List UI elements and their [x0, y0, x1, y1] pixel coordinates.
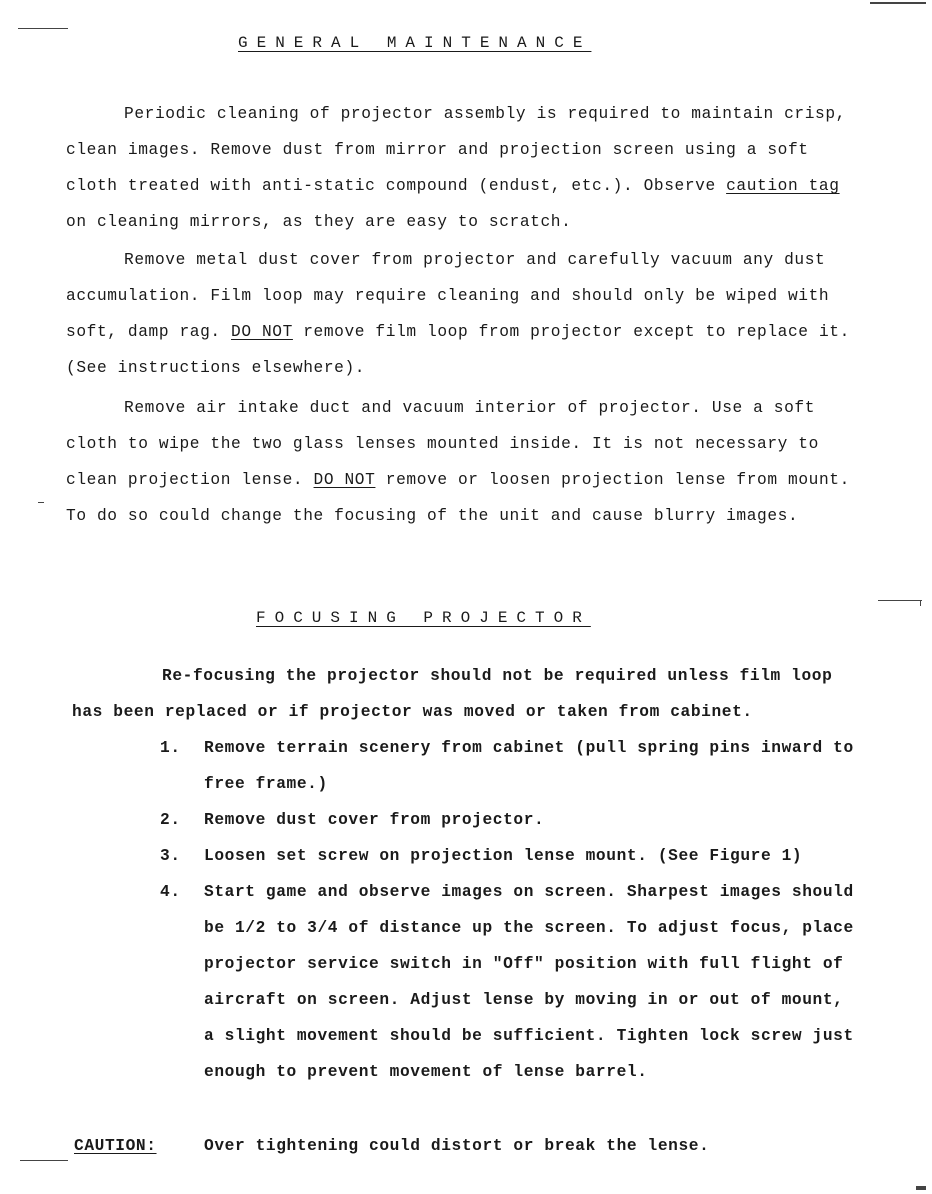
scan-mark: [878, 600, 922, 601]
paragraph-text: remove or loosen projection lense from mount. To do so could change the focusing of the unit and cause blurry images.: [66, 471, 850, 525]
step-text: Remove terrain scenery from cabinet (pull spring pins inward to free frame.): [204, 739, 854, 793]
scan-mark: [18, 28, 68, 29]
paragraph-dust-cover: [66, 242, 856, 386]
caution-tag-underlined: caution tag: [726, 177, 840, 195]
step-number: 1.: [160, 739, 181, 757]
list-item: [160, 802, 860, 838]
paragraph-text: on cleaning mirrors, as they are easy to scratch.: [66, 213, 572, 231]
paragraph-cleaning: [66, 96, 856, 240]
paragraph-air-intake: [66, 390, 856, 534]
scan-mark: [38, 502, 44, 503]
focusing-steps-list: [160, 730, 860, 1090]
paragraph-text: Remove metal dust cover from projector and carefully vacuum any dust accumulation. Film loop may require cleaning and should only be wiped with soft, damp rag.: [66, 251, 830, 341]
paragraph-text: remove film loop from projector except to replace it. (See instructions elsewhere).: [66, 323, 850, 377]
list-item: [160, 730, 860, 802]
step-text: Remove dust cover from projector.: [204, 811, 545, 829]
scan-mark: [920, 600, 921, 606]
step-number: 4.: [160, 883, 181, 901]
scan-mark: [916, 1186, 926, 1190]
step-text: Loosen set screw on projection lense mount. (See Figure 1): [204, 847, 803, 865]
section-title-general-maintenance: GENERAL MAINTENANCE: [238, 34, 592, 52]
step-number: 2.: [160, 811, 181, 829]
scan-mark: [870, 2, 926, 4]
paragraph-refocusing-intro: Re-focusing the projector should not be required unless film loop has been replaced or if projector was moved or taken from cabinet.: [72, 667, 833, 721]
caution-text: Over tightening could distort or break the lense.: [204, 1137, 710, 1155]
paragraph-text: Periodic cleaning of projector assembly is required to maintain crisp, clean images. Remove dust from mirror and projection screen using a soft cloth treated with anti-static compound (endust, etc.). Observe: [66, 105, 846, 195]
section-title-focusing-projector: FOCUSING PROJECTOR: [256, 609, 591, 627]
caution-label: CAUTION:: [74, 1137, 157, 1155]
scan-mark: [20, 1160, 68, 1161]
step-number: 3.: [160, 847, 181, 865]
list-item: [160, 874, 860, 1090]
list-item: [160, 838, 860, 874]
caution-note: [74, 1128, 710, 1164]
do-not-underlined: DO NOT: [231, 323, 293, 341]
paragraph-text: Remove air intake duct and vacuum interior of projector. Use a soft cloth to wipe the two glass lenses mounted inside. It is not necessary to clean projection lense.: [66, 399, 819, 489]
do-not-underlined: DO NOT: [313, 471, 376, 489]
step-text: Start game and observe images on screen. Sharpest images should be 1/2 to 3/4 of distance up the screen. To adjust focus, place projector service switch in "Off" position with full flight of aircraft on screen. Adjust lense by moving in or out of mount, a slight movement should be sufficient. Tighten lock screw just enough to prevent movement of lense barrel.: [204, 883, 854, 1081]
